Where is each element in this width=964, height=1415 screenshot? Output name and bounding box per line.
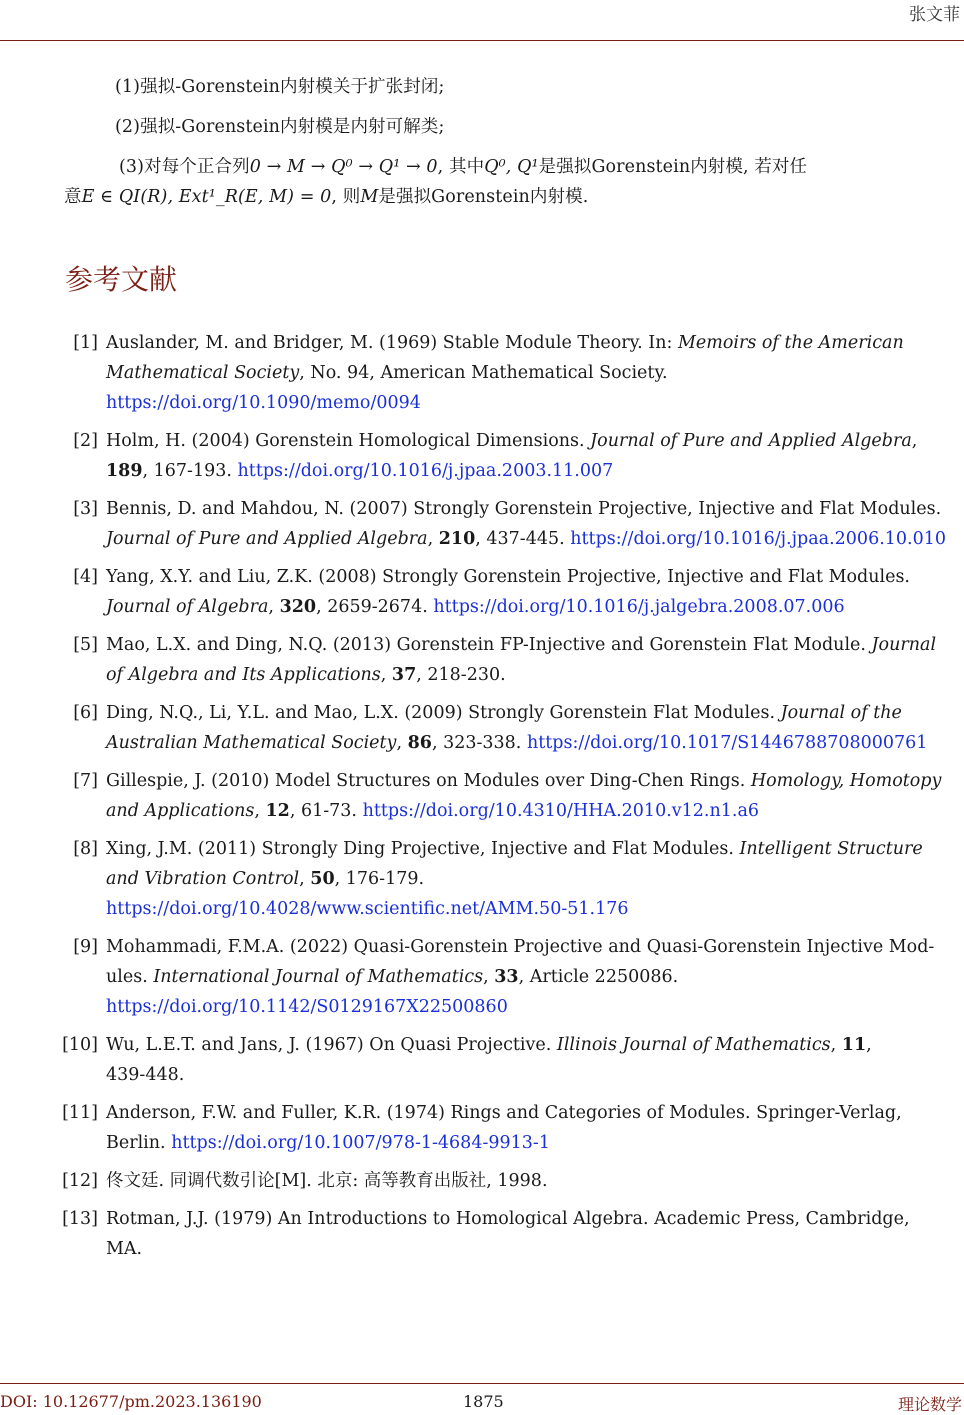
reference-number: [11]	[62, 1103, 98, 1123]
reference-pages: , Article 2250086.	[518, 967, 679, 987]
reference-number: [10]	[62, 1035, 98, 1055]
module-q-math: Q⁰, Q¹	[484, 157, 539, 177]
reference-volume: 33	[494, 967, 519, 987]
reference-authors-title: Mao, L.X. and Ding, N.Q. (2013) Gorenstein FP-Injective and Gorenstein Flat Module.	[106, 635, 866, 655]
reference-10: [10] Wu, L.E.T. and Jans, J. (1967) On Quasi Projective. Illinois Journal of Mathematics, 11, 439-448.	[0, 1030, 964, 1090]
reference-number: [12]	[62, 1171, 98, 1191]
reference-volume: 37	[391, 665, 417, 685]
reference-authors-title: Yang, X.Y. and Liu, Z.K. (2008) Strongly Gorenstein Projective, Injective and Flat Modules.	[106, 567, 910, 587]
reference-authors-title: Bennis, D. and Mahdou, N. (2007) Strongly Gorenstein Projective, Injective and Flat Modules.	[106, 499, 942, 519]
reference-journal-cont: of Algebra and Its Applications	[106, 665, 381, 685]
header-rule	[0, 40, 964, 41]
reference-authors-title: Gillespie, J. (2010) Model Structures on Modules over Ding-Chen Rings.	[106, 771, 746, 791]
reference-6: [6] Ding, N.Q., Li, Y.L. and Mao, L.X. (2009) Strongly Gorenstein Flat Modules. Journal of the Australian Mathematical Society, 86, 323-338. https://doi.org/10.1017/S1446788708000761	[0, 698, 964, 758]
reference-2: [2] Holm, H. (2004) Gorenstein Homological Dimensions. Journal of Pure and Applied Algebra, 189, 167-193. https://doi.org/10.1016/j.jpaa.2003.11.007	[0, 426, 964, 486]
reference-9: [9] Mohammadi, F.M.A. (2022) Quasi-Gorenstein Projective and Quasi-Gorenstein Injective Mod- ules. International Journal of Mathematics, 33, Article 2250086. https://doi.org/10.1142/S0129167X22500860	[0, 932, 964, 1022]
reference-volume: 210	[438, 529, 476, 549]
reference-number: [7]	[73, 771, 98, 791]
reference-details: , No. 94, American Mathematical Society.	[299, 363, 668, 383]
property-item-1-text: (1)强拟-Gorenstein内射模关于扩张封闭;	[115, 77, 445, 97]
reference-authors-title: Rotman, J.J. (1979) An Introductions to Homological Algebra. Academic Press, Cambridge,	[106, 1209, 910, 1229]
reference-journal: Memoirs of the American	[677, 333, 904, 353]
references-heading: 参考文献	[65, 263, 178, 296]
doi-link[interactable]: https://doi.org/10.1007/978-1-4684-9913-1	[171, 1133, 550, 1153]
reference-journal-cont: and Applications	[106, 801, 255, 821]
reference-volume: 320	[279, 597, 317, 617]
reference-volume: 50	[310, 869, 335, 889]
footer-doi: DOI: 10.12677/pm.2023.136190	[0, 1392, 262, 1411]
reference-authors-title: Mohammadi, F.M.A. (2022) Quasi-Gorenstein Projective and Quasi-Gorenstein Injective Mod-	[106, 937, 935, 957]
reference-journal-cont: and Vibration Control	[106, 869, 300, 889]
running-header-author: 张文菲	[909, 5, 960, 25]
doi-link[interactable]: https://doi.org/10.4028/www.scientific.net/AMM.50-51.176	[106, 899, 629, 919]
property-item-2	[115, 112, 444, 142]
reference-publisher-city: MA.	[106, 1239, 143, 1259]
reference-pages: , 176-179.	[334, 869, 425, 889]
reference-number: [5]	[73, 635, 98, 655]
reference-journal: Illinois Journal of Mathematics	[556, 1035, 831, 1055]
property-item-1	[115, 72, 444, 102]
doi-link[interactable]: https://doi.org/10.1016/j.jalgebra.2008.07.006	[433, 597, 845, 617]
item3-line2-mid: , 则	[331, 187, 361, 207]
page-number: 1875	[463, 1392, 504, 1411]
reference-volume: 12	[265, 801, 290, 821]
property-item-2-text: (2)强拟-Gorenstein内射模是内射可解类;	[115, 117, 445, 137]
reference-journal: Journal of the	[780, 703, 902, 723]
reference-pages: , 61-73.	[289, 801, 357, 821]
doi-link[interactable]: https://doi.org/10.1142/S0129167X22500860	[106, 997, 508, 1017]
reference-5: [5] Mao, L.X. and Ding, N.Q. (2013) Gorenstein FP-Injective and Gorenstein Flat Module. Journal of Algebra and Its Applications, 37, 218-230.	[0, 630, 964, 690]
reference-authors-title: Auslander, M. and Bridger, M. (1969) Stable Module Theory. In:	[106, 333, 673, 353]
reference-authors-title: Wu, L.E.T. and Jans, J. (1967) On Quasi Projective.	[106, 1035, 552, 1055]
item3-line2-suffix: 是强拟Gorenstein内射模.	[378, 187, 589, 207]
reference-journal-cont: Australian Mathematical Society	[106, 733, 397, 753]
reference-8: [8] Xing, J.M. (2011) Strongly Ding Projective, Injective and Flat Modules. Intelligent Structure and Vibration Control, 50, 176-179. https://doi.org/10.4028/www.scientific.net/AMM.50-51.176	[0, 834, 964, 924]
reference-7: [7] Gillespie, J. (2010) Model Structures on Modules over Ding-Chen Rings. Homology, Homotopy and Applications, 12, 61-73. https://doi.org/10.4310/HHA.2010.v12.n1.a6	[0, 766, 964, 826]
doi-link[interactable]: https://doi.org/10.1017/S1446788708000761	[526, 733, 928, 753]
reference-pages: , 2659-2674.	[316, 597, 428, 617]
reference-journal: Homology, Homotopy	[750, 771, 942, 791]
doi-link[interactable]: https://doi.org/10.1016/j.jpaa.2006.10.010	[570, 529, 946, 549]
reference-number: [13]	[62, 1209, 98, 1229]
reference-authors-title: Xing, J.M. (2011) Strongly Ding Projective, Injective and Flat Modules.	[106, 839, 734, 859]
reference-volume: 86	[407, 733, 432, 753]
reference-journal-cont: Mathematical Society	[106, 363, 300, 383]
reference-journal: Intelligent Structure	[739, 839, 923, 859]
ext-condition-math: E ∈ QI(R), Ext¹_R(E, M) = 0	[81, 187, 332, 207]
property-item-3	[64, 152, 964, 212]
reference-journal: Journal of Pure and Applied Algebra	[106, 529, 428, 549]
doi-link[interactable]: https://doi.org/10.4310/HHA.2010.v12.n1.a6	[362, 801, 760, 821]
reference-number: [1]	[73, 333, 98, 353]
reference-journal: International Journal of Mathematics	[153, 967, 484, 987]
reference-authors-title: Holm, H. (2004) Gorenstein Homological Dimensions.	[106, 431, 585, 451]
reference-12	[0, 1166, 964, 1196]
reference-3: [3] Bennis, D. and Mahdou, N. (2007) Strongly Gorenstein Projective, Injective and Flat Modules. Journal of Pure and Applied Algebra, 210, 437-445. https://doi.org/10.1016/j.jpaa.2006.10.010	[0, 494, 964, 554]
item3-line1-prefix: (3)对每个正合列	[119, 157, 250, 177]
reference-publisher-city: Berlin.	[106, 1133, 166, 1153]
footer-rule	[0, 1383, 964, 1384]
reference-volume: 189	[106, 461, 143, 481]
reference-number: [3]	[73, 499, 98, 519]
reference-pages: , 437-445.	[475, 529, 565, 549]
module-m-math: M	[360, 187, 379, 207]
reference-journal: Journal of Algebra	[106, 597, 269, 617]
reference-pages: 439-448.	[106, 1065, 185, 1085]
reference-authors-title: Anderson, F.W. and Fuller, K.R. (1974) Rings and Categories of Modules. Springer-Verlag,	[106, 1103, 902, 1123]
reference-pages: , 218-230.	[416, 665, 506, 685]
reference-number: [8]	[73, 839, 98, 859]
reference-authors-title: 佟文廷. 同调代数引论[M]. 北京: 高等教育出版社, 1998.	[106, 1171, 548, 1191]
reference-number: [4]	[73, 567, 98, 587]
reference-pages: , 167-193.	[142, 461, 232, 481]
reference-13	[0, 1204, 964, 1264]
reference-1	[0, 328, 964, 418]
reference-pages: , 323-338.	[431, 733, 522, 753]
reference-authors-title: Ding, N.Q., Li, Y.L. and Mao, L.X. (2009) Strongly Gorenstein Flat Modules.	[106, 703, 776, 723]
reference-title-cont: ules.	[106, 967, 148, 987]
reference-volume: 11	[841, 1035, 867, 1055]
reference-11	[0, 1098, 964, 1158]
reference-number: [6]	[73, 703, 98, 723]
exact-sequence-math: 0 → M → Q⁰ → Q¹ → 0	[249, 157, 438, 177]
doi-link[interactable]: https://doi.org/10.1016/j.jpaa.2003.11.007	[237, 461, 614, 481]
item3-line1-mid: , 其中	[437, 157, 485, 177]
reference-journal: Journal of Pure and Applied Algebra	[590, 431, 912, 451]
reference-journal: Journal	[871, 635, 937, 655]
reference-number: [9]	[73, 937, 98, 957]
reference-list	[0, 328, 964, 1272]
item3-line1-suffix: 是强拟Gorenstein内射模, 若对任	[538, 157, 808, 177]
item3-line2-prefix: 意	[64, 187, 82, 207]
reference-4: [4] Yang, X.Y. and Liu, Z.K. (2008) Strongly Gorenstein Projective, Injective and Flat Modules. Journal of Algebra, 320, 2659-2674. https://doi.org/10.1016/j.jalgebra.2008.07.006	[0, 562, 964, 622]
reference-number: [2]	[73, 431, 98, 451]
doi-link[interactable]: https://doi.org/10.1090/memo/0094	[106, 393, 421, 413]
footer-journal-name: 理论数学	[897, 1395, 962, 1414]
